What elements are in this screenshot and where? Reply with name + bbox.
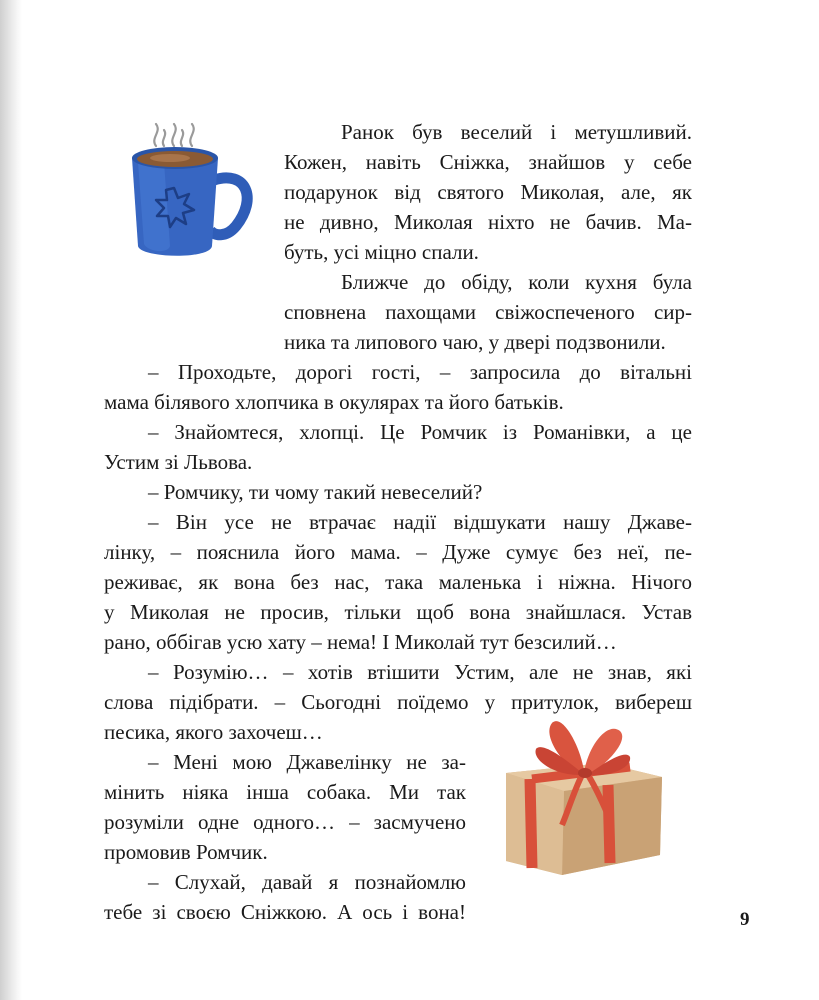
text-line: реживає, як вона без нас, така маленька і ніжна. Нічого — [104, 570, 692, 594]
text-line: промовив Ромчик. — [104, 840, 268, 864]
text-line: буть, усі міцно спали. — [284, 240, 479, 264]
text-line: ника та липового чаю, у двері подзвонили. — [284, 330, 666, 354]
text-line: – Він усе не втрачає надії відшукати нашу Джаве- — [148, 510, 692, 534]
text-line: не дивно, Миколая ніхто не бачив. Ма- — [284, 210, 692, 234]
blue-mug-illustration — [118, 118, 258, 268]
page-gutter-shadow — [0, 0, 22, 1000]
page-number: 9 — [740, 909, 750, 930]
text-line: – Ромчику, ти чому такий невеселий? — [148, 480, 483, 504]
text-line: – Знайомтеся, хлопці. Це Ромчик із Романівки, а це — [148, 420, 692, 444]
text-line: сповнена пахощами свіжоспеченого сир- — [284, 300, 692, 324]
text-line: слова підібрати. – Сьогодні поїдемо у притулок, вибереш — [104, 690, 692, 714]
text-line: розуміли одне одного… – засмучено — [104, 810, 466, 834]
text-line: мама білявого хлопчика в окулярах та його батьків. — [104, 390, 564, 414]
text-line: – Слухай, давай я познайомлю — [148, 870, 466, 894]
text-line: мінить ніяка інша собака. Ми так — [104, 780, 466, 804]
text-line: подарунок від святого Миколая, але, як — [284, 180, 692, 204]
text-line: Ближче до обіду, коли кухня була — [341, 270, 692, 294]
text-line: Устим зі Львова. — [104, 450, 253, 474]
text-line: Ранок був веселий і метушливий. — [341, 120, 692, 144]
text-line: лінку, – пояснила його мама. – Дуже сумує без неї, пе- — [104, 540, 692, 564]
text-line: песика, якого захочеш… — [104, 720, 323, 744]
text-line: – Розумію… – хотів втішити Устим, але не знав, які — [148, 660, 692, 684]
text-line: – Мені мою Джавелінку не за- — [148, 750, 466, 774]
text-line: Кожен, навіть Сніжка, знайшов у себе — [284, 150, 692, 174]
text-line: у Миколая не просив, тільки щоб вона знайшлася. Устав — [104, 600, 692, 624]
text-line: тебе зі своєю Сніжкою. А ось і вона! — [104, 900, 466, 924]
text-line: – Проходьте, дорогі гості, – запросила до вітальні — [148, 360, 692, 384]
text-line: рано, оббігав усю хату – нема! І Миколай тут безсилий… — [104, 630, 617, 654]
